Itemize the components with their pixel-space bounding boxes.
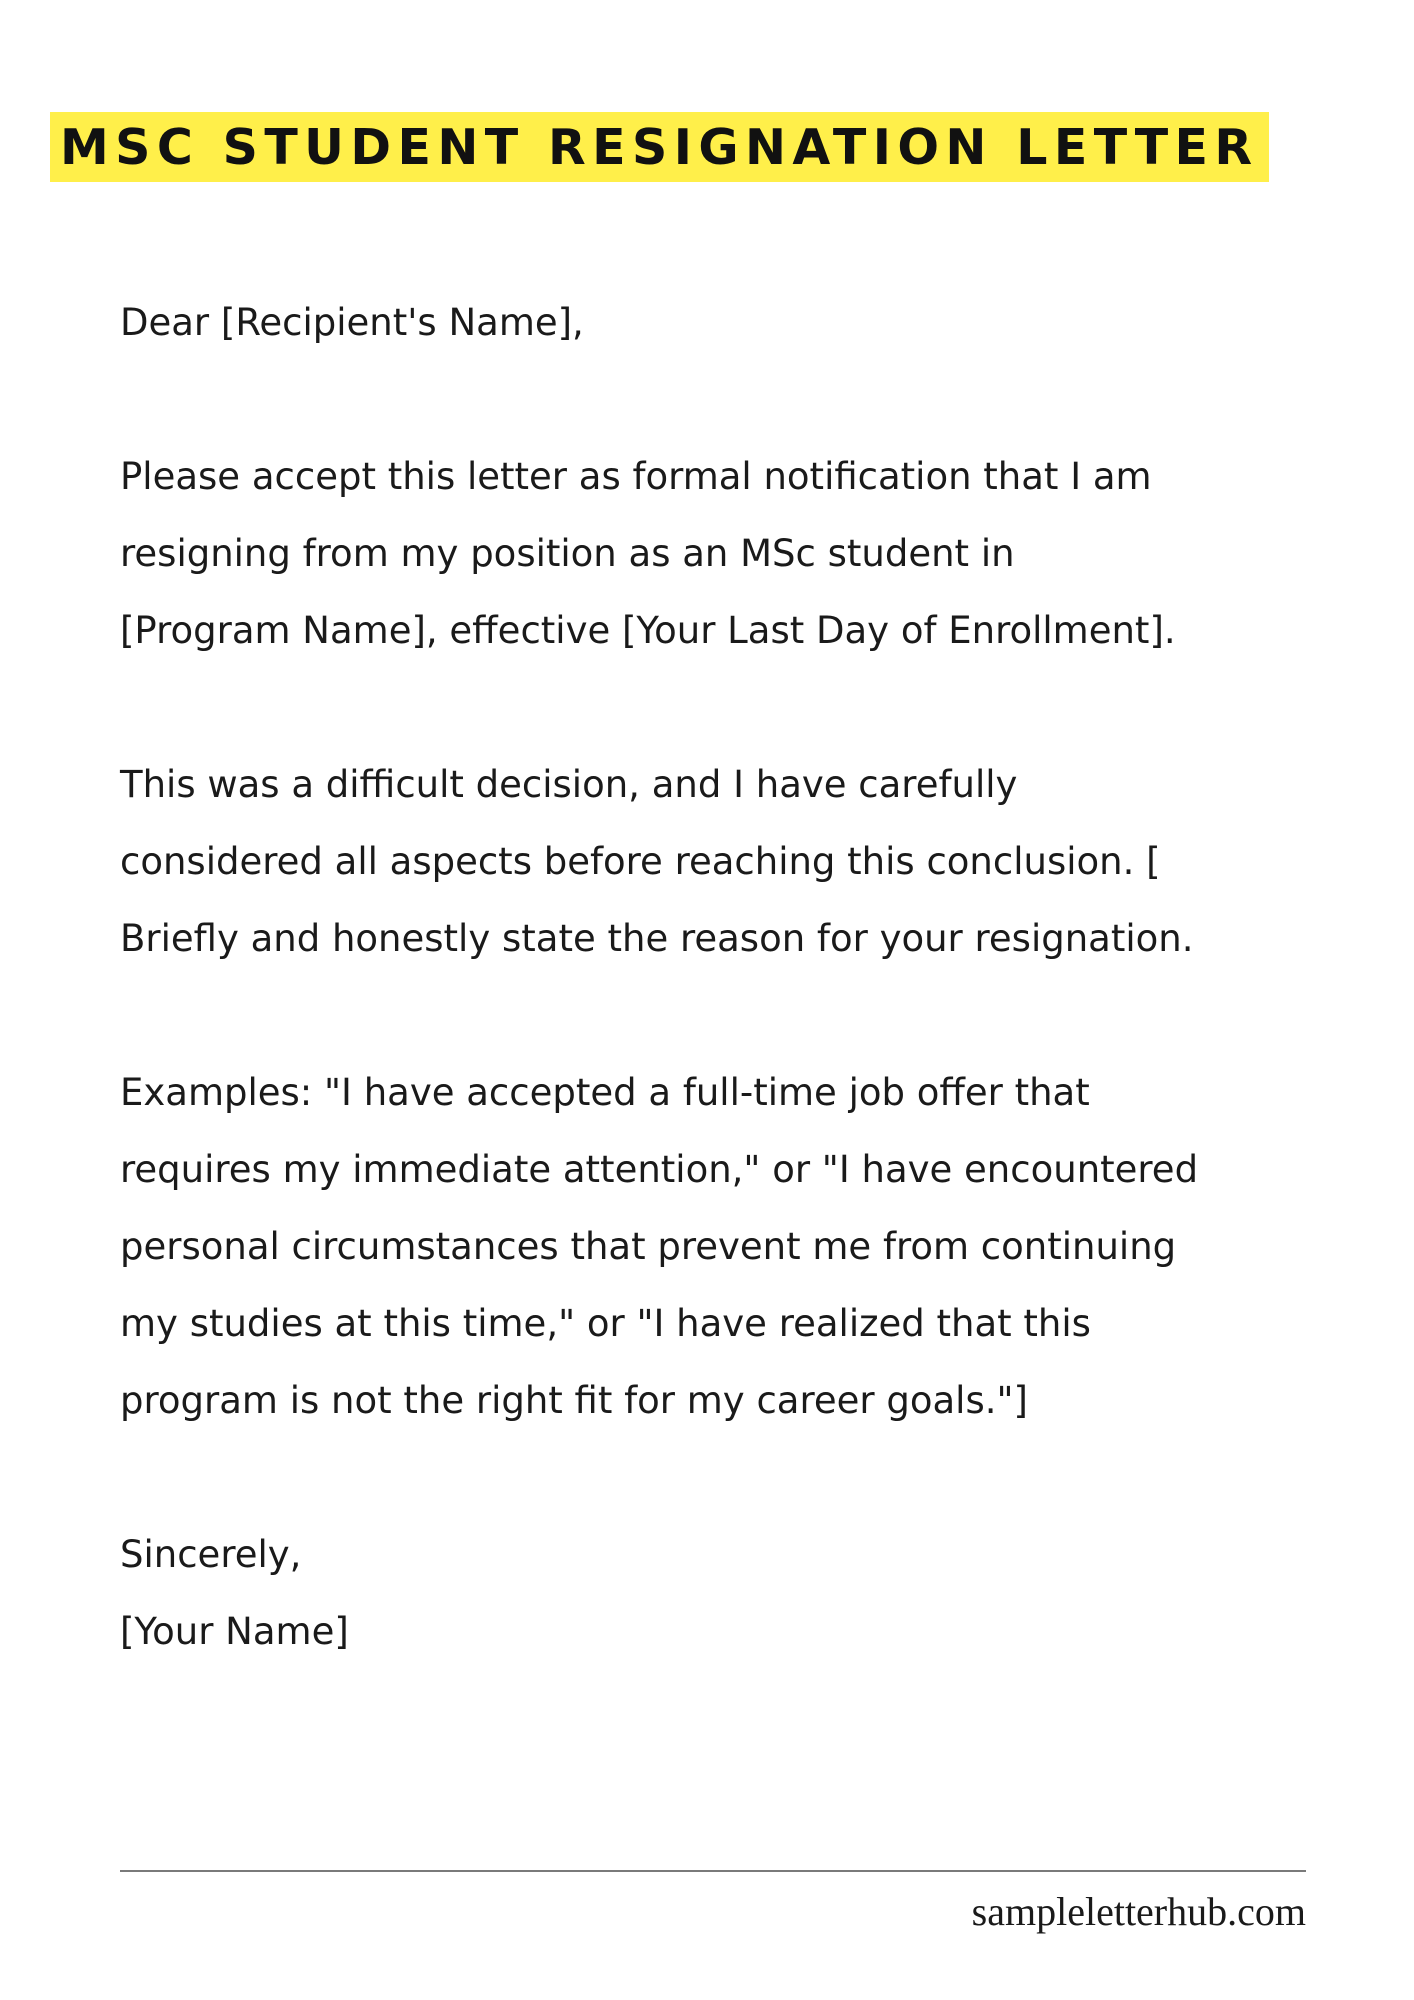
closing: Sincerely, bbox=[120, 1533, 302, 1576]
paragraph-line: [Program Name], effective [Your Last Day of Enrollment]. bbox=[120, 609, 1176, 652]
paragraph-line: program is not the right fit for my career goals."] bbox=[120, 1379, 1028, 1422]
salutation: Dear [Recipient's Name], bbox=[120, 301, 584, 344]
paragraph-line: resigning from my position as an MSc student in bbox=[120, 532, 1015, 575]
signature: [Your Name] bbox=[120, 1610, 349, 1653]
title-highlight bbox=[50, 112, 1269, 182]
paragraph-line: requires my immediate attention," or "I have encountered bbox=[120, 1148, 1199, 1191]
paragraph-line: my studies at this time," or "I have realized that this bbox=[120, 1302, 1091, 1345]
paragraph-spacer bbox=[120, 1439, 1370, 1516]
paragraph-reason bbox=[120, 746, 1370, 977]
site-name: sampleletterhub.com bbox=[971, 1889, 1306, 1934]
paragraph-line: Please accept this letter as formal notification that I am bbox=[120, 455, 1152, 498]
paragraph-line: Briefly and honestly state the reason for your resignation. bbox=[120, 917, 1194, 960]
paragraph-spacer bbox=[120, 669, 1370, 746]
paragraph-line: This was a difficult decision, and I have carefully bbox=[120, 763, 1018, 806]
paragraph-line: personal circumstances that prevent me from continuing bbox=[120, 1225, 1177, 1268]
footer-divider bbox=[120, 1870, 1306, 1872]
letter-body bbox=[120, 284, 1370, 1670]
paragraph-spacer bbox=[120, 977, 1370, 1054]
paragraph-line: Examples: "I have accepted a full-time job offer that bbox=[120, 1071, 1090, 1114]
paragraph-notification bbox=[120, 438, 1370, 669]
paragraph-line: considered all aspects before reaching this conclusion. [ bbox=[120, 840, 1161, 883]
paragraph-spacer bbox=[120, 361, 1370, 438]
paragraph-examples bbox=[120, 1054, 1370, 1439]
page-title: MSC STUDENT RESIGNATION LETTER bbox=[60, 118, 1259, 176]
